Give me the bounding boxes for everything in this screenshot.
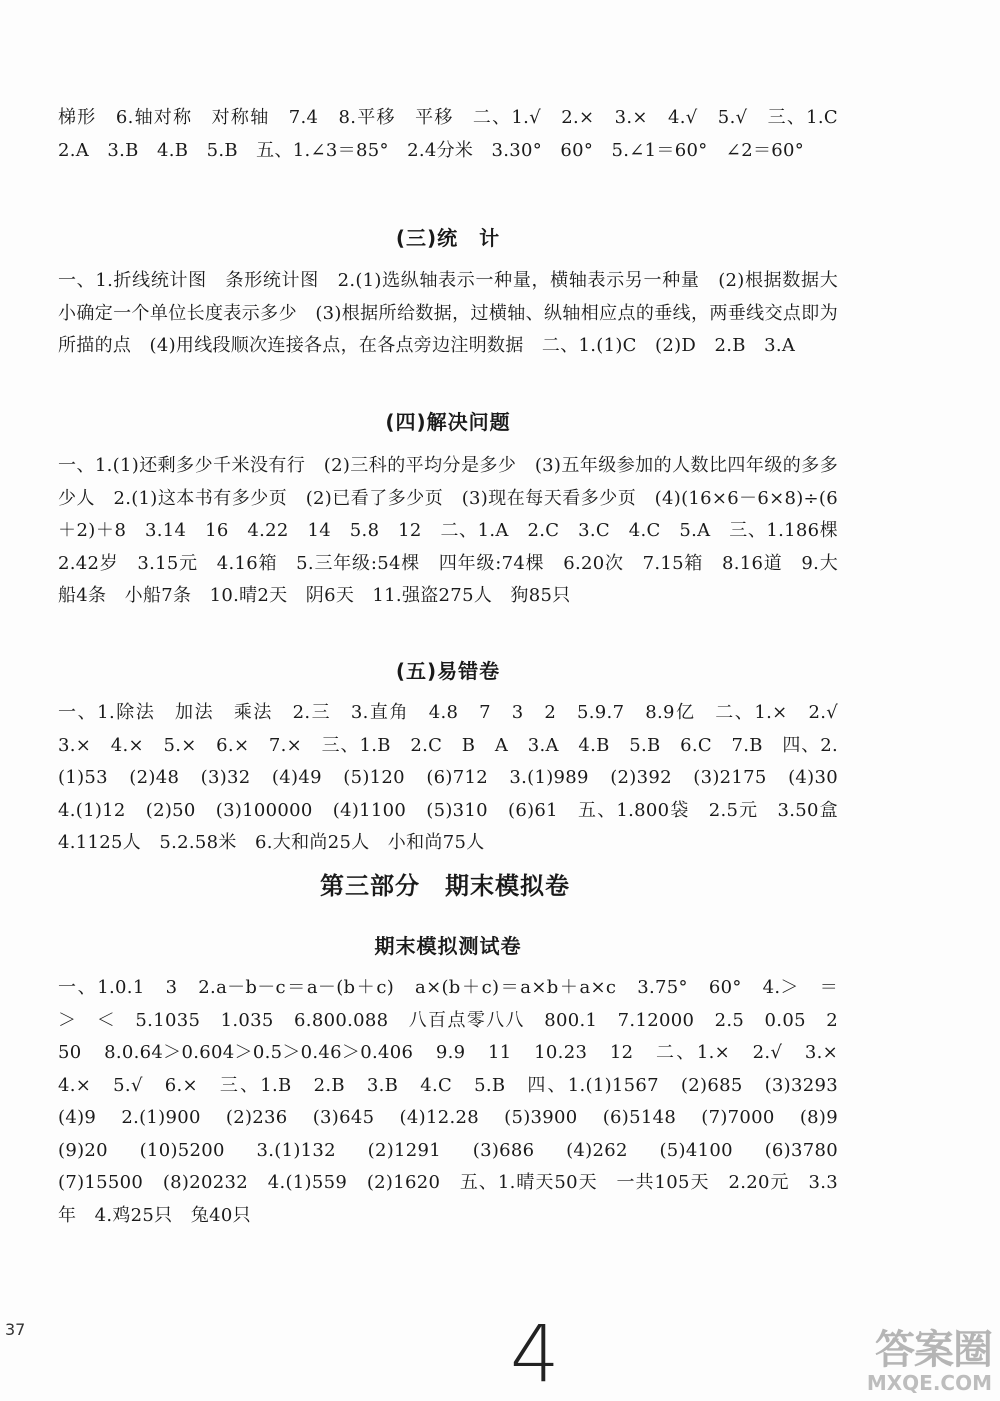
watermark-logo: 答案圈 (875, 1327, 992, 1373)
part-heading-final-mock: 第三部分 期末模拟卷 (320, 872, 570, 900)
page-number: 37 (5, 1320, 26, 1339)
answer-block-problem-solving: 一、1.(1)还剩多少千米没有行 (2)三科的平均分是多少 (3)五年级参加的人数比四年级的多多少人 2.(1)这本书有多少页 (2)已看了多少页 (3)现在每天看多少页 (4)(16×6－6×8)÷(6＋2)＋8 3.14 16 4.22 14 5.8 12 二、1.A 2.C 3.C 4.C 5.A 三、1.186棵 2.42岁 3.15元 4.16箱 5.三年级:54棵 四年级:74棵 6.20次 7.15箱 8.16道 9.大船4条 小船7条 10.晴2天 阴6天 11.强盗275人 狗85只 (58, 455, 857, 606)
section-heading-error-prone: (五)易错卷 (395, 659, 501, 683)
section-heading-final-mock-test: 期末模拟测试卷 (374, 934, 522, 958)
watermark (822, 1318, 992, 1398)
answer-block-statistics: 一、1.折线统计图 条形统计图 2.(1)选纵轴表示一种量，横轴表示另一种量 (2)根据数据大小确定一个单位长度表示多少 (3)根据所给数据，过横轴、纵轴相应点的垂线，两垂线交点即为所描的点 (4)用线段顺次连接各点，在各点旁边注明数据 二、1.(1)C (2)D 2.B 3.A (58, 270, 838, 356)
watermark-url: MXQE.COM (866, 1371, 992, 1395)
section-heading-statistics: (三)统 计 (395, 226, 501, 250)
answer-block-error-prone: 一、1.除法 加法 乘法 2.三 3.直角 4.8 7 3 2 5.9.7 8.9亿 二、1.× 2.√ 3.× 4.× 5.× 6.× 7.× 三、1.B 2.C B A 3.A 4.B 5.B 6.C 7.B 四、2.(1)53 (2)48 (3)32 (4)49 (5)120 (6)712 3.(1)989 (2)392 (3)2175 (4)30 4.(1)12 (2)50 (3)100000 (4)1100 (5)310 (6)61 五、1.800袋 2.5元 3.50盒 4.1125人 5.2.58米 6.大和尚25人 小和尚75人 (58, 702, 857, 853)
answer-block-final-mock-test: 一、1.0.1 3 2.a－b－c＝a－(b＋c) a×(b＋c)＝a×b＋a×c 3.75° 60° 4.＞ ＝ ＞ ＜ 5.1035 1.035 6.800.088 八百点零八八 800.1 7.12000 2.5 0.05 2 50 8.0.64＞0.604＞0.5＞0.46＞0.406 9.9 11 10.23 12 二、1.× 2.√ 3.× 4.× 5.√ 6.× 三、1.B 2.B 3.B 4.C 5.B 四、1.(1)1567 (2)685 (3)3293 (4)9 2.(1)900 (2)236 (3)645 (4)12.28 (5)3900 (6)5148 (7)7000 (8)9 (9)20 (10)5200 3.(1)132 (2)1291 (3)686 (4)262 (5)4100 (6)3780 (7)15500 (8)20232 4.(1)559 (2)1620 五、1.晴天50天 一共105天 2.20元 3.3年 4.鸡25只 兔40只 (58, 977, 857, 1226)
handwritten-page-number: 4 (510, 1310, 560, 1400)
answer-block-geometry: 梯形 6.轴对称 对称轴 7.4 8.平移 平移 二、1.√ 2.× 3.× 4.√ 5.√ 三、1.C 2.A 3.B 4.B 5.B 五、1.∠3＝85° 2.4分米 3.30° 60° 5.∠1＝60° ∠2＝60° (58, 107, 857, 161)
section-heading-problem-solving: (四)解决问题 (385, 410, 511, 434)
